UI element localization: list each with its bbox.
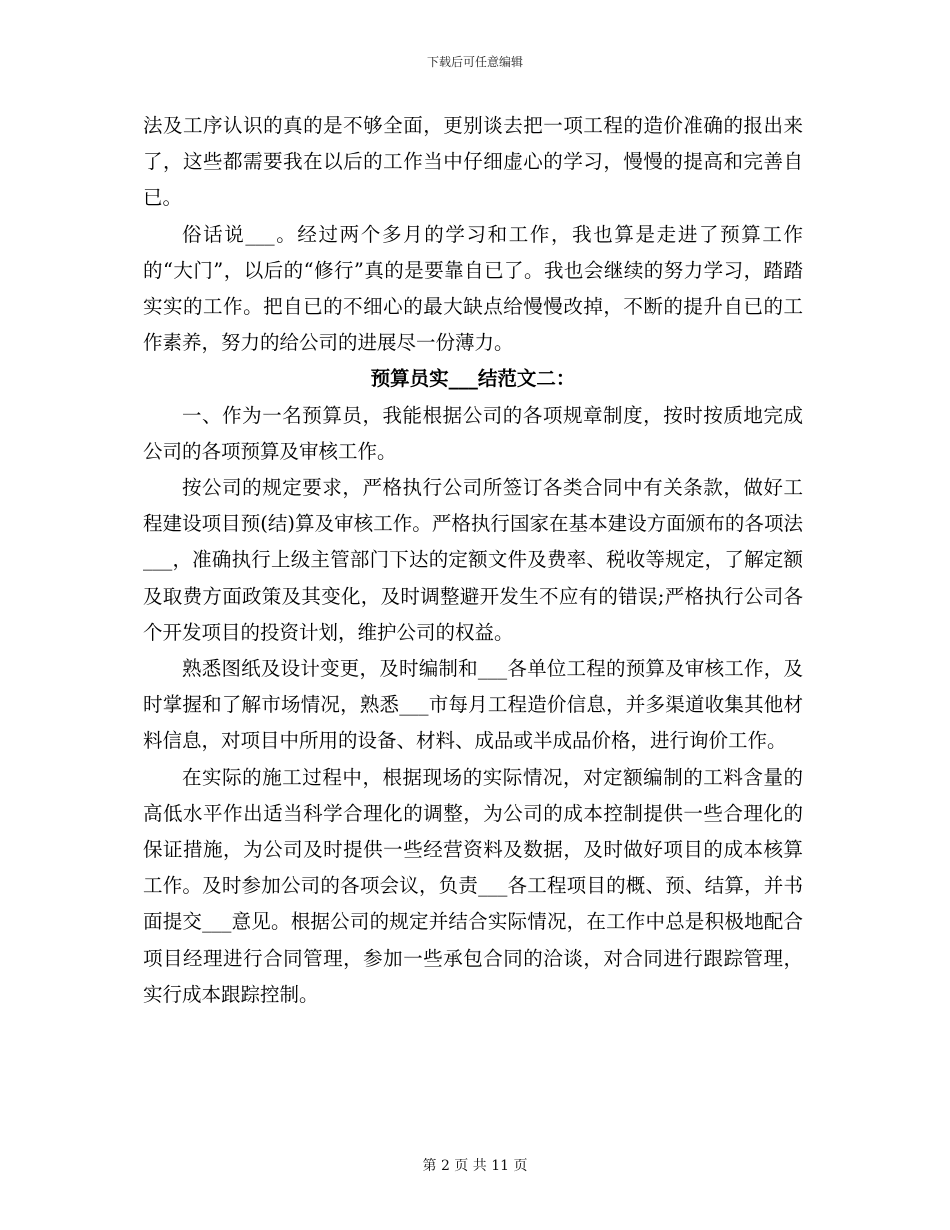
paragraph-construction: 在实际的施工过程中，根据现场的实际情况，对定额编制的工料含量的高低水平作出适当科学合理化的调整，为公司的成本控制提供一些合理化的保证措施，为公司及时提供一些经营资料及数据，及时做好项目的成本核算工作。及时参加公司的各项会议，负责___各工程项目的概、预、结算，并书面提交___意见。根据公司的规定并结合实际情况，在工作中总是积极地配合项目经理进行合同管理，参加一些承包合同的洽谈，对合同进行跟踪管理，实行成本跟踪控制。 (143, 765, 803, 1006)
page-footer: 第 2 页 共 11 页 (422, 1158, 528, 1174)
paragraph-proverb: 俗话说___。经过两个多月的学习和工作，我也算是走进了预算工作的“大门”，以后的“修行”真的是要靠自已了。我也会继续的努力学习，踏踏实实的工作。把自已的不细心的最大缺点给慢慢改掉，不断的提升自已的工作素养，努力的给公司的进展尽一份薄力。 (143, 222, 803, 355)
paragraph-drawings: 熟悉图纸及设计变更，及时编制和___各单位工程的预算及审核工作，及时掌握和了解市场情况，熟悉___市每月工程造价信息，并多渠道收集其他材料信息，对项目中所用的设备、材料、成品或半成品价格，进行询价工作。 (143, 657, 803, 753)
paragraph-contract-rules: 按公司的规定要求，严格执行公司所签订各类合同中有关条款，做好工程建设项目预(结)算及审核工作。严格执行国家在基本建设方面颁布的各项法___，准确执行上级主管部门下达的定额文件及费率、税收等规定，了解定额及取费方面政策及其变化，及时调整避开发生不应有的错误;严格执行公司各个开发项目的投资计划，维护公司的权益。 (143, 476, 803, 644)
page-header: 下载后可任意编辑 (426, 55, 523, 69)
section-title: 预算员实___结范文二： (370, 367, 576, 391)
document-body (143, 108, 803, 1013)
paragraph-duty-1: 一、作为一名预算员，我能根据公司的各项规章制度，按时按质地完成公司的各项预算及审核工作。 (143, 403, 803, 463)
paragraph-continuation: 法及工序认识的真的是不够全面，更别谈去把一项工程的造价准确的报出来了，这些都需要我在以后的工作当中仔细虚心的学习，慢慢的提高和完善自已。 (143, 114, 803, 210)
